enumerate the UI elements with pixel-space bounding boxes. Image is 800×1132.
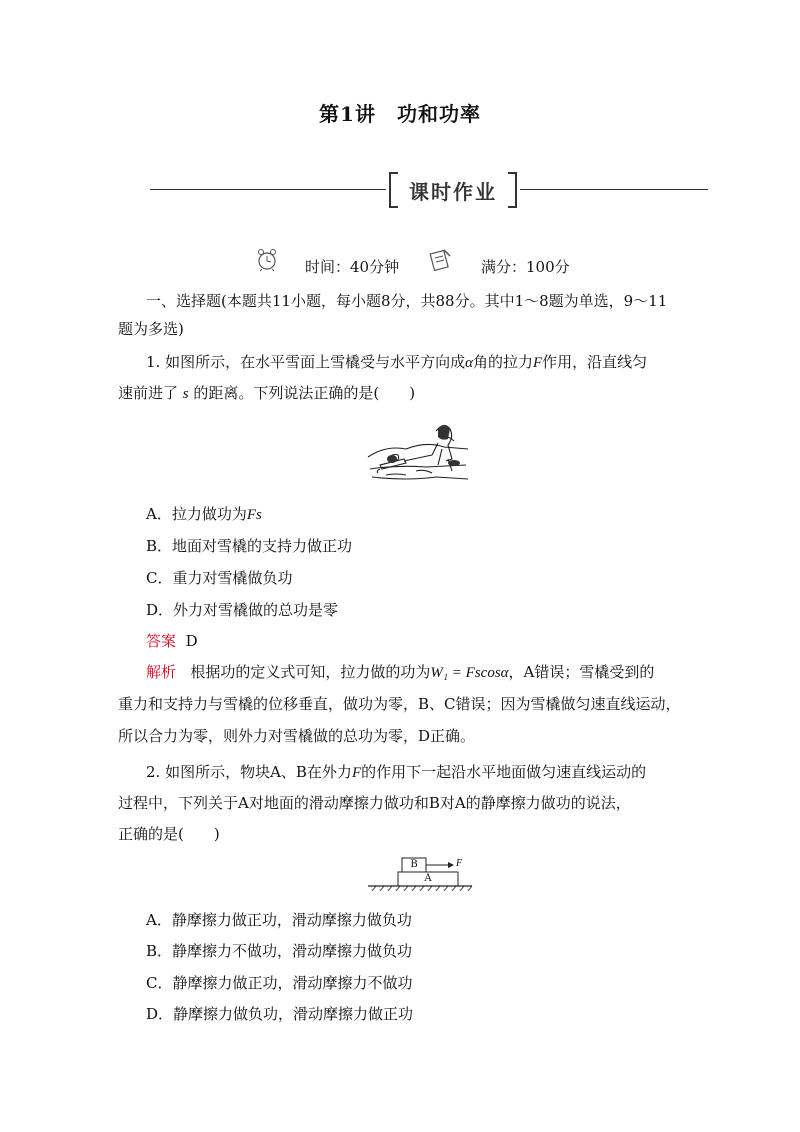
q1-stem-text: 速前进了: [118, 384, 179, 402]
banner-left-rule: [150, 189, 386, 190]
analysis-label: 解析: [146, 663, 177, 681]
q2-stem-line1: [146, 762, 646, 783]
q1-var-alpha: α: [465, 355, 473, 371]
q1-stem-line2: [118, 383, 415, 404]
q2-stem-line2: 过程中，下列关于A对地面的滑动摩擦力做功和B对A的静摩擦力做功的说法，: [118, 794, 631, 812]
q1-stem-text: 作用，沿直线匀: [542, 353, 648, 371]
q1-option-c: C．重力对雪橇做负功: [146, 569, 293, 587]
page-title: 第1讲 功和功率: [319, 102, 481, 126]
answer-label: 答案: [146, 632, 177, 650]
full-score: 满分：100分: [481, 258, 570, 276]
force-label: F: [456, 858, 463, 869]
q1-answer: [146, 631, 198, 651]
q1-analysis-line3: 所以合力为零，则外力对雪橇做的总功为零，D正确。: [118, 727, 476, 745]
alarm-clock-icon: [256, 248, 278, 272]
time-limit: 时间：40分钟: [305, 258, 400, 276]
analysis-text: 根据功的定义式可知，拉力做的功为: [190, 663, 431, 681]
analysis-formula: W₁ = Fscosα: [430, 665, 509, 681]
q1-stem-text: 的距离。下列说法正确的是( ): [193, 384, 416, 402]
q1-option-a: [146, 504, 262, 525]
q2-var-f: F: [351, 765, 362, 781]
q2-option-b: B．静摩擦力不做功，滑动摩擦力做负功: [146, 942, 413, 960]
q1-stem-text: 1. 如图所示，在水平雪面上雪橇受与水平方向成: [146, 353, 466, 371]
section-banner: 课时作业: [409, 180, 497, 204]
block-a-label: A: [424, 873, 432, 884]
q1-var-s: s: [182, 386, 189, 402]
part-heading-line1: 一、选择题(本题共11小题，每小题8分，共88分。其中1～8题为单选，9～11: [146, 292, 668, 310]
q1-analysis-line2: 重力和支持力与雪橇的位移垂直，做功为零，B、C错误；因为雪橇做匀速直线运动，: [118, 695, 681, 713]
part-heading-line2: 题为多选): [118, 320, 184, 338]
banner-right-rule: [520, 189, 708, 190]
score-sheet-icon: [428, 247, 452, 271]
q2-option-a: A．静摩擦力做正功，滑动摩擦力做负功: [146, 911, 412, 929]
q1-stem-line1: [146, 352, 647, 373]
q1-option-a-var: Fs: [246, 507, 262, 523]
q1-analysis-line1: [146, 662, 654, 683]
q2-stem-text: 的作用下一起沿水平地面做匀速直线运动的: [361, 763, 647, 781]
blocks-figure: [366, 855, 476, 893]
q2-option-c: C．静摩擦力做正功，滑动摩擦力不做功: [146, 974, 413, 992]
sled-figure: [366, 419, 470, 485]
analysis-text: ，A错误；雪橇受到的: [508, 663, 655, 681]
q1-option-d: D．外力对雪橇做的总功是零: [146, 601, 339, 619]
answer-value: D: [185, 632, 198, 650]
q1-option-b: B．地面对雪橇的支持力做正功: [146, 537, 353, 555]
q2-stem-line3: 正确的是( ): [118, 825, 220, 843]
q1-option-a-label: A．拉力做功为: [146, 505, 247, 523]
q1-stem-text: 角的拉力: [472, 353, 533, 371]
q1-var-f: F: [532, 355, 543, 371]
q2-option-d: D．静摩擦力做负功，滑动摩擦力做正功: [146, 1005, 414, 1023]
block-b-label: B: [410, 859, 418, 870]
q2-stem-text: 2. 如图所示，物块A、B在外力: [146, 763, 352, 781]
